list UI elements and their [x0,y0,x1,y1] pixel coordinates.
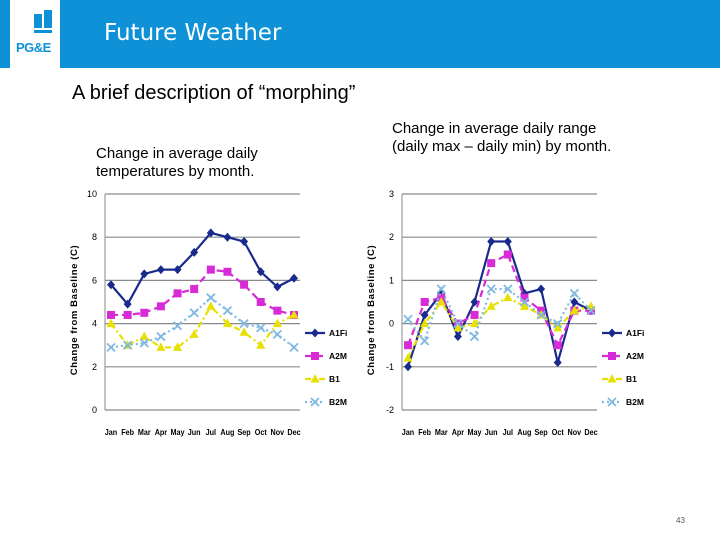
slide-subtitle: A brief description of “morphing” [72,82,356,104]
y-axis-label: Change from Baseline (C) [69,244,80,376]
y-tick-label: 4 [91,318,97,329]
legend-label-a1fi: A1Fi [329,328,348,338]
x-tick-label: Sep [534,427,548,438]
data-point-a2m [421,298,429,306]
x-tick-label: May [467,427,482,438]
x-tick-label: Aug [220,427,235,438]
x-tick-label: Jan [401,427,415,438]
x-tick-label: Oct [551,427,564,438]
x-tick-label: May [170,427,185,438]
slide-title: Future Weather [104,20,282,46]
y-tick-label: 0 [388,318,394,329]
x-tick-label: Aug [517,427,532,438]
y-tick-label: 2 [388,232,394,243]
legend-marker-b2m [608,398,616,406]
logo-mark-icon [32,8,56,36]
chart-temperature [58,185,358,445]
y-tick-label: -1 [385,361,394,372]
legend-marker-a1fi [311,329,319,338]
x-tick-label: Feb [121,427,135,438]
data-point-a2m [107,311,115,319]
data-point-a2m [257,298,265,306]
data-point-a2m [207,266,215,274]
data-point-a2m [487,259,495,267]
x-tick-label: Nov [567,427,582,438]
legend-label-a2m: A2M [626,351,644,361]
y-tick-label: 8 [91,232,97,243]
x-tick-label: Apr [154,427,168,438]
legend-label-a2m: A2M [329,351,347,361]
chart-range [355,185,655,445]
x-tick-label: Jul [502,427,514,438]
y-tick-label: 1 [388,275,394,286]
plot-area [402,194,597,410]
x-tick-label: Jun [187,427,201,438]
data-point-a2m [240,281,248,289]
legend-marker-a2m [311,352,319,360]
data-point-a2m [273,307,281,315]
y-tick-label: 3 [388,189,394,199]
logo-text: PG&E [16,40,51,55]
x-tick-label: Dec [584,427,598,438]
legend-marker-b2m [311,398,319,406]
x-tick-label: Sep [237,427,251,438]
x-tick-label: Oct [254,427,267,438]
legend-marker-a2m [608,352,616,360]
pge-logo [10,0,60,68]
x-tick-label: Nov [270,427,285,438]
data-point-a2m [157,302,165,310]
x-tick-label: Apr [451,427,465,438]
x-tick-label: Mar [137,427,151,438]
y-tick-label: 10 [86,189,97,199]
x-tick-label: Feb [418,427,432,438]
header-bar [0,0,720,68]
y-tick-label: 0 [91,405,97,415]
legend-label-b1: B1 [329,374,340,384]
x-tick-label: Mar [434,427,448,438]
legend-label-a1fi: A1Fi [626,328,645,338]
x-tick-label: Dec [287,427,301,438]
legend-marker-b1 [311,374,320,383]
y-tick-label: 6 [91,275,97,286]
data-point-a2m [554,341,562,349]
page-number: 43 [676,516,685,525]
y-tick-label: 2 [91,361,97,372]
y-tick-label: -2 [385,405,394,415]
legend-marker-a1fi [608,329,616,338]
data-point-a2m [223,268,231,276]
legend-marker-b1 [608,374,617,383]
caption-left: Change in average daily temperatures by month. [96,145,258,180]
data-point-a2m [504,250,512,258]
x-tick-label: Jun [484,427,498,438]
data-point-a2m [190,285,198,293]
legend-label-b1: B1 [626,374,637,384]
data-point-a2m [471,311,479,319]
legend-label-b2m: B2M [329,397,347,407]
data-point-a2m [124,311,132,319]
x-tick-label: Jul [205,427,217,438]
data-point-a2m [140,309,148,317]
y-axis-label: Change from Baseline (C) [366,244,377,376]
caption-right: Change in average daily range (daily max – daily min) by month. [392,120,612,155]
data-point-a2m [404,341,412,349]
plot-area [105,194,300,410]
legend-label-b2m: B2M [626,397,644,407]
x-tick-label: Jan [104,427,118,438]
data-point-a2m [174,289,182,297]
